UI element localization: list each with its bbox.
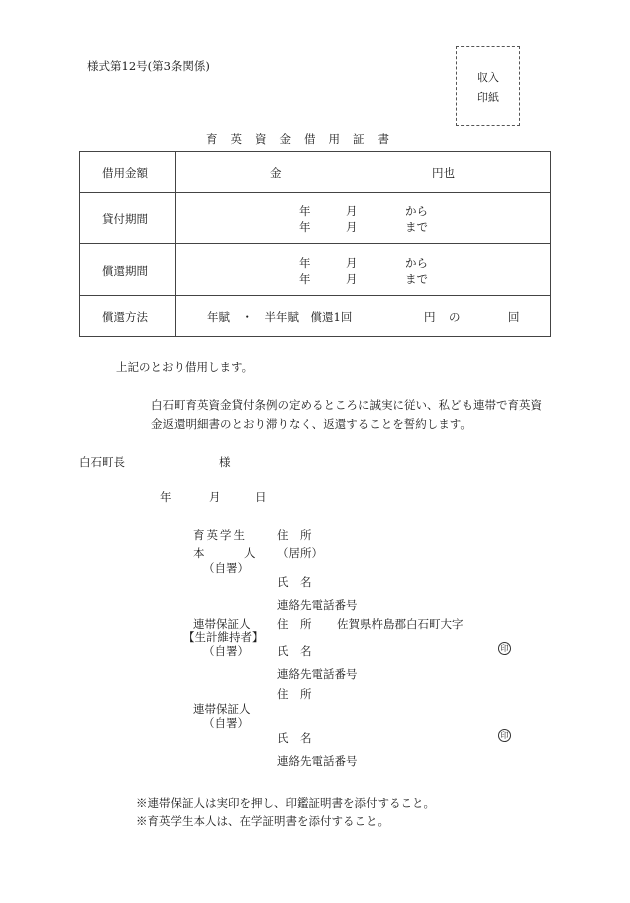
repayment-period-year: 年 bbox=[299, 272, 311, 286]
title-char: 書 bbox=[377, 132, 389, 146]
note-student-certificate: ※育英学生本人は、在学証明書を添付すること。 bbox=[136, 814, 389, 828]
repayment-method-yen: 円 bbox=[424, 310, 436, 324]
student-residence-label: （居所） bbox=[277, 546, 323, 560]
guarantor2-address-label: 住 所 bbox=[277, 687, 312, 701]
note-guarantor-seal: ※連帯保証人は実印を押し、印鑑証明書を添付すること。 bbox=[136, 796, 435, 810]
amount-yen: 円也 bbox=[432, 166, 455, 180]
guarantor1-phone-label: 連絡先電話番号 bbox=[277, 667, 358, 681]
title-char: 金 bbox=[279, 132, 291, 146]
student-name-label: 氏 名 bbox=[277, 575, 312, 589]
title-char: 証 bbox=[353, 132, 365, 146]
student-label-hon: 本 bbox=[193, 546, 205, 560]
table-column-divider bbox=[175, 152, 176, 336]
loan-period-from: から bbox=[405, 204, 428, 218]
statement-borrow: 上記のとおり借用します。 bbox=[116, 360, 254, 374]
guarantor1-self-sign: （自署） bbox=[203, 644, 249, 658]
guarantor1-label: 連帯保証人 bbox=[193, 617, 251, 631]
student-phone-label: 連絡先電話番号 bbox=[277, 598, 358, 612]
date-year: 年 bbox=[160, 490, 172, 504]
title-char: 借 bbox=[304, 132, 316, 146]
guarantor2-self-sign: （自署） bbox=[203, 716, 249, 730]
guarantor1-seal: 印 bbox=[498, 642, 511, 655]
guarantor1-name-label: 氏 名 bbox=[277, 644, 312, 658]
guarantor2-seal: 印 bbox=[498, 729, 511, 742]
student-label: 育英学生 bbox=[193, 528, 247, 542]
date-month: 月 bbox=[209, 490, 221, 504]
table-label-amount: 借用金額 bbox=[102, 166, 148, 180]
loan-period-until: まで bbox=[405, 220, 428, 234]
loan-period-year: 年 bbox=[299, 204, 311, 218]
title-char: 英 bbox=[230, 132, 242, 146]
title-char: 育 bbox=[206, 132, 218, 146]
guarantor2-phone-label: 連絡先電話番号 bbox=[277, 754, 358, 768]
table-row-divider bbox=[80, 295, 550, 296]
table-label-repayment-period: 償還期間 bbox=[102, 264, 148, 278]
loan-period-month: 月 bbox=[346, 204, 358, 218]
student-address-label: 住 所 bbox=[277, 528, 312, 542]
amount-kin: 金 bbox=[270, 166, 282, 180]
statement-pledge-line1: 白石町育英資金貸付条例の定めるところに誠実に従い、私ども連帯で育英資 bbox=[151, 398, 542, 412]
repayment-method-no: の bbox=[449, 310, 461, 324]
stamp-label-line1: 収入 bbox=[477, 71, 499, 84]
guarantor2-name-label: 氏 名 bbox=[277, 731, 312, 745]
table-row-divider bbox=[80, 243, 550, 244]
form-number: 様式第12号(第3条関係) bbox=[87, 59, 210, 73]
student-label-nin: 人 bbox=[244, 546, 256, 560]
repayment-period-month: 月 bbox=[346, 256, 358, 270]
table-row-divider bbox=[80, 192, 550, 193]
loan-period-month: 月 bbox=[346, 220, 358, 234]
loan-period-year: 年 bbox=[299, 220, 311, 234]
guarantor1-address-value: 佐賀県杵島郡白石町大字 bbox=[337, 617, 464, 631]
stamp-label-line2: 印紙 bbox=[477, 91, 499, 104]
revenue-stamp-box bbox=[456, 46, 520, 126]
table-label-repayment-method: 償還方法 bbox=[102, 310, 148, 324]
repayment-method-count: 回 bbox=[508, 310, 520, 324]
student-self-sign: （自署） bbox=[203, 561, 249, 575]
guarantor1-address-label: 住 所 bbox=[277, 617, 312, 631]
addressee-sama: 様 bbox=[219, 455, 231, 469]
repayment-method-options: 年賦 ・ 半年賦 償還1回 bbox=[207, 310, 353, 324]
statement-pledge-line2: 金返還明細書のとおり滞りなく、返還することを誓約します。 bbox=[151, 417, 472, 431]
title-char: 用 bbox=[328, 132, 340, 146]
guarantor1-sublabel: 【生計維持者】 bbox=[183, 630, 264, 644]
document-title bbox=[206, 131, 402, 147]
date-day: 日 bbox=[255, 490, 267, 504]
loan-table bbox=[79, 151, 551, 337]
guarantor2-label: 連帯保証人 bbox=[193, 702, 251, 716]
repayment-period-month: 月 bbox=[346, 272, 358, 286]
repayment-period-until: まで bbox=[405, 272, 428, 286]
repayment-period-from: から bbox=[405, 256, 428, 270]
addressee: 白石町長 bbox=[79, 455, 125, 469]
table-label-loan-period: 貸付期間 bbox=[102, 212, 148, 226]
repayment-period-year: 年 bbox=[299, 256, 311, 270]
title-char: 資 bbox=[255, 132, 267, 146]
